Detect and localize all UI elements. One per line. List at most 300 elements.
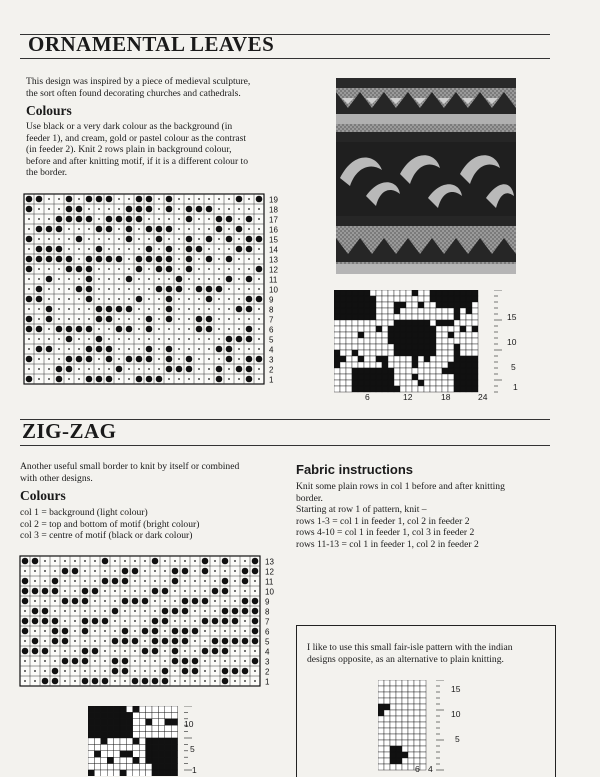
punch-cell [346, 362, 352, 368]
punch-cell [442, 362, 448, 368]
stitch-mark [148, 338, 150, 340]
stitch-mark [238, 328, 240, 330]
stitch-mark [152, 638, 159, 645]
stitch-mark [34, 660, 36, 662]
punch-cell [358, 362, 364, 368]
punch-cell [370, 320, 376, 326]
punch-cell [376, 290, 382, 296]
stitch-mark [184, 620, 186, 622]
punch-cell [146, 725, 152, 731]
chart-cell [384, 692, 390, 698]
stitch-mark [108, 208, 110, 210]
stitch-mark [88, 368, 90, 370]
stitch-mark [198, 278, 200, 280]
stitch-mark [126, 226, 133, 233]
stitch-mark [198, 358, 200, 360]
stitch-mark [256, 196, 263, 203]
chart-cell [384, 710, 390, 716]
punchcard-y-label: 15 [507, 312, 517, 322]
stitch-mark [152, 628, 159, 635]
stitch-mark [202, 558, 209, 565]
stitch-mark [104, 670, 106, 672]
stitch-mark [62, 568, 69, 575]
punch-cell [346, 374, 352, 380]
punch-cell [165, 764, 171, 770]
stitch-mark [86, 356, 93, 363]
stitch-mark [148, 368, 150, 370]
section-title-zigzag: ZIG-ZAG [22, 419, 117, 443]
punch-cell [448, 302, 454, 308]
stitch-mark [74, 650, 76, 652]
punch-cell [364, 302, 370, 308]
chart-cell [396, 692, 402, 698]
stitch-mark [114, 570, 116, 572]
punch-cell [334, 386, 340, 392]
punch-cell [364, 296, 370, 302]
chart-cell [414, 710, 420, 716]
punch-cell [460, 296, 466, 302]
stitch-mark [224, 630, 226, 632]
stitch-mark [62, 638, 69, 645]
stitch-mark [86, 286, 93, 293]
stitch-mark [158, 348, 160, 350]
chart-cell [390, 716, 396, 722]
stitch-mark [82, 678, 89, 685]
stitch-mark [244, 660, 246, 662]
stitch-mark [94, 670, 96, 672]
chart-cell [420, 734, 426, 740]
stitch-mark [144, 620, 146, 622]
stitch-mark [204, 590, 206, 592]
stitch-mark [124, 680, 126, 682]
chart-cell [402, 704, 408, 710]
stitch-mark [24, 610, 26, 612]
stitch-mark [206, 206, 213, 213]
stitch-mark [258, 288, 260, 290]
stitch-mark [148, 268, 150, 270]
punch-cell [126, 744, 132, 750]
stitch-mark [166, 256, 173, 263]
punch-cell [139, 770, 145, 776]
chart-cell [402, 716, 408, 722]
stitch-mark [234, 660, 236, 662]
stitch-mark [116, 216, 123, 223]
stitch-mark [234, 600, 236, 602]
stitch-mark [196, 206, 203, 213]
stitch-mark [178, 378, 180, 380]
punchcard-y-label: 1 [513, 382, 518, 392]
stitch-mark [166, 226, 173, 233]
chart-cell [414, 734, 420, 740]
stitch-mark [118, 338, 120, 340]
stitch-mark [74, 670, 76, 672]
stitch-mark [158, 318, 160, 320]
stitch-mark [168, 328, 170, 330]
chart-cell [402, 758, 408, 764]
chart-cell [384, 704, 390, 710]
stitch-mark [248, 288, 250, 290]
stitch-mark [106, 226, 113, 233]
punch-cell [107, 725, 113, 731]
stitch-mark [136, 256, 143, 263]
stitch-mark [92, 618, 99, 625]
stitch-mark [142, 648, 149, 655]
stitch-mark [152, 588, 159, 595]
chart-cell [390, 680, 396, 686]
stitch-mark [132, 568, 139, 575]
stitch-mark [174, 600, 176, 602]
punch-cell [418, 368, 424, 374]
punch-cell [394, 314, 400, 320]
stitch-mark [48, 288, 50, 290]
stitch-mark [166, 206, 173, 213]
stitch-mark [204, 630, 206, 632]
stitch-mark [206, 236, 213, 243]
punch-cell [126, 725, 132, 731]
stitch-mark [158, 308, 160, 310]
stitch-mark [228, 228, 230, 230]
ornamental-leaves-punchcard [334, 290, 524, 408]
stitch-mark [88, 208, 90, 210]
row-label: 16 [269, 225, 278, 235]
stitch-mark [234, 630, 236, 632]
stitch-mark [214, 610, 216, 612]
stitch-mark [234, 570, 236, 572]
stitch-mark [94, 580, 96, 582]
stitch-mark [56, 216, 63, 223]
punch-cell [358, 356, 364, 362]
punch-cell [340, 350, 346, 356]
stitch-mark [128, 298, 130, 300]
stitch-mark [78, 308, 80, 310]
stitch-mark [208, 308, 210, 310]
punch-cell [406, 380, 412, 386]
stitch-mark [212, 588, 219, 595]
punch-cell [352, 380, 358, 386]
stitch-mark [52, 588, 59, 595]
chart-cell [390, 710, 396, 716]
stitch-mark [122, 598, 129, 605]
stitch-mark [252, 628, 259, 635]
punch-cell [352, 296, 358, 302]
stitch-mark [146, 346, 153, 353]
stitch-mark [226, 276, 233, 283]
stitch-mark [248, 228, 250, 230]
punch-cell [94, 757, 100, 763]
stitch-mark [216, 286, 223, 293]
stitch-mark [22, 598, 29, 605]
stitch-mark [166, 346, 173, 353]
punch-cell [454, 332, 460, 338]
stitch-mark [208, 348, 210, 350]
punch-cell [412, 350, 418, 356]
punch-cell [382, 302, 388, 308]
stitch-mark [128, 318, 130, 320]
stitch-mark [258, 208, 260, 210]
punch-cell [412, 302, 418, 308]
stitch-mark [102, 618, 109, 625]
chart-cell [420, 686, 426, 692]
stitch-mark [248, 268, 250, 270]
punchcard-y-label: 5 [511, 362, 516, 372]
punch-cell [436, 380, 442, 386]
punch-cell [460, 332, 466, 338]
stitch-mark [154, 570, 156, 572]
zigzag-punchcard [88, 706, 208, 776]
stitch-mark [234, 580, 236, 582]
punch-cell [466, 344, 472, 350]
chart-cell [420, 716, 426, 722]
punch-cell [334, 338, 340, 344]
punch-cell [388, 350, 394, 356]
stitch-mark [178, 308, 180, 310]
stitch-mark [252, 608, 259, 615]
punch-cell [370, 338, 376, 344]
punch-cell [424, 320, 430, 326]
punch-cell [358, 326, 364, 332]
stitch-mark [76, 216, 83, 223]
stitch-mark [168, 238, 170, 240]
chart-cell [378, 734, 384, 740]
row-label: 10 [265, 587, 274, 597]
stitch-mark [68, 228, 70, 230]
stitch-mark [34, 570, 36, 572]
punch-cell [358, 344, 364, 350]
stitch-mark [156, 376, 163, 383]
punch-cell [334, 290, 340, 296]
chart-cell [402, 686, 408, 692]
stitch-mark [68, 248, 70, 250]
stitch-mark [22, 618, 29, 625]
punch-cell [418, 302, 424, 308]
punch-cell [370, 344, 376, 350]
punch-cell [418, 338, 424, 344]
punch-cell [101, 706, 107, 712]
punch-cell [352, 320, 358, 326]
chart-cell [402, 728, 408, 734]
stitch-mark [32, 608, 39, 615]
row-label: 5 [269, 335, 274, 345]
stitch-mark [98, 208, 100, 210]
punch-cell [158, 751, 164, 757]
punch-cell [364, 350, 370, 356]
stitch-mark [26, 236, 33, 243]
punch-cell [340, 386, 346, 392]
stitch-mark [82, 618, 89, 625]
punch-cell [120, 770, 126, 776]
punch-cell [436, 374, 442, 380]
chart-cell [396, 758, 402, 764]
stitch-mark [158, 338, 160, 340]
chart-cell [408, 680, 414, 686]
punchcard-y-label: 10 [507, 337, 517, 347]
stitch-mark [128, 248, 130, 250]
punch-cell [388, 302, 394, 308]
punch-cell [101, 712, 107, 718]
stitch-mark [198, 218, 200, 220]
stitch-mark [246, 236, 253, 243]
punch-cell [114, 712, 120, 718]
punch-cell [346, 344, 352, 350]
zigzag-punchcard-y-label: 5 [190, 744, 195, 754]
stitch-mark [36, 296, 43, 303]
punch-cell [340, 344, 346, 350]
stitch-mark [138, 328, 140, 330]
punch-cell [334, 380, 340, 386]
stitch-mark [246, 306, 253, 313]
stitch-mark [166, 266, 173, 273]
punch-cell [94, 725, 100, 731]
punch-cell [88, 764, 94, 770]
punch-cell [152, 732, 158, 738]
punch-cell [460, 302, 466, 308]
stitch-mark [52, 678, 59, 685]
punch-cell [358, 386, 364, 392]
punch-cell [466, 380, 472, 386]
stitch-mark [194, 620, 196, 622]
stitch-mark [238, 348, 240, 350]
punch-cell [352, 338, 358, 344]
punch-cell [412, 386, 418, 392]
stitch-mark [222, 618, 229, 625]
chart-cell [402, 734, 408, 740]
punch-cell [424, 302, 430, 308]
punch-cell [406, 296, 412, 302]
punch-cell [466, 362, 472, 368]
punch-cell [126, 751, 132, 757]
punch-cell [352, 362, 358, 368]
punch-cell [352, 314, 358, 320]
punch-cell [400, 338, 406, 344]
punch-cell [152, 706, 158, 712]
punchcard-x-label: 18 [441, 392, 451, 402]
stitch-mark [222, 648, 229, 655]
stitch-mark [138, 288, 140, 290]
punch-cell [472, 296, 478, 302]
stitch-mark [118, 298, 120, 300]
punch-cell [133, 744, 139, 750]
stitch-mark [138, 348, 140, 350]
stitch-mark [238, 218, 240, 220]
punch-cell [346, 290, 352, 296]
stitch-mark [54, 610, 56, 612]
punch-cell [370, 302, 376, 308]
stitch-mark [54, 650, 56, 652]
row-label: 7 [265, 617, 270, 627]
stitch-mark [58, 238, 60, 240]
stitch-mark [238, 268, 240, 270]
punch-cell [152, 751, 158, 757]
stitch-mark [218, 308, 220, 310]
punch-cell [394, 362, 400, 368]
punch-cell [370, 296, 376, 302]
stitch-mark [222, 608, 229, 615]
stitch-mark [226, 256, 233, 263]
punch-cell [346, 326, 352, 332]
stitch-mark [218, 328, 220, 330]
punch-cell [352, 356, 358, 362]
stitch-mark [228, 368, 230, 370]
stitch-mark [98, 218, 100, 220]
punch-cell [370, 326, 376, 332]
stitch-mark [54, 560, 56, 562]
row-label: 3 [265, 657, 270, 667]
stitch-mark [122, 578, 129, 585]
punch-cell [466, 290, 472, 296]
stitch-mark [242, 568, 249, 575]
punch-cell [430, 362, 436, 368]
punch-cell [448, 290, 454, 296]
punch-cell [358, 308, 364, 314]
stitch-mark [158, 248, 160, 250]
stitch-mark [222, 678, 229, 685]
chart-cell [414, 728, 420, 734]
punch-cell [406, 332, 412, 338]
stitch-mark [52, 638, 59, 645]
chart-cell [378, 746, 384, 752]
stitch-mark [236, 336, 243, 343]
stitch-mark [218, 198, 220, 200]
chart-cell [384, 716, 390, 722]
punch-cell [394, 290, 400, 296]
stitch-mark [172, 578, 179, 585]
punch-cell [171, 706, 177, 712]
stitch-mark [158, 218, 160, 220]
stitch-mark [126, 216, 133, 223]
row-label: 19 [269, 195, 278, 205]
punch-cell [400, 302, 406, 308]
stitch-mark [134, 560, 136, 562]
punch-cell [400, 290, 406, 296]
punch-cell [382, 290, 388, 296]
punch-cell [364, 314, 370, 320]
stitch-mark [166, 246, 173, 253]
stitch-mark [74, 610, 76, 612]
punch-cell [388, 374, 394, 380]
punch-cell [376, 296, 382, 302]
chart-cell [390, 758, 396, 764]
stitch-mark [48, 198, 50, 200]
punch-cell [133, 712, 139, 718]
stitch-mark [258, 368, 260, 370]
punch-cell [370, 314, 376, 320]
punch-cell [376, 338, 382, 344]
punch-cell [406, 314, 412, 320]
chart-cell [390, 722, 396, 728]
stitch-mark [232, 608, 239, 615]
punch-cell [406, 374, 412, 380]
stitch-mark [74, 640, 76, 642]
punch-cell [460, 362, 466, 368]
stitch-mark [198, 298, 200, 300]
punch-cell [400, 296, 406, 302]
row-label: 7 [269, 315, 274, 325]
stitch-mark [246, 326, 253, 333]
stitch-mark [68, 378, 70, 380]
punch-cell [158, 725, 164, 731]
stitch-mark [258, 278, 260, 280]
stitch-mark [126, 306, 133, 313]
stitch-mark [198, 238, 200, 240]
stitch-mark [46, 316, 53, 323]
stitch-mark [26, 376, 33, 383]
stitch-mark [114, 620, 116, 622]
stitch-mark [204, 580, 206, 582]
row-label: 6 [269, 325, 274, 335]
stitch-mark [78, 278, 80, 280]
stitch-mark [218, 358, 220, 360]
stitch-mark [212, 638, 219, 645]
